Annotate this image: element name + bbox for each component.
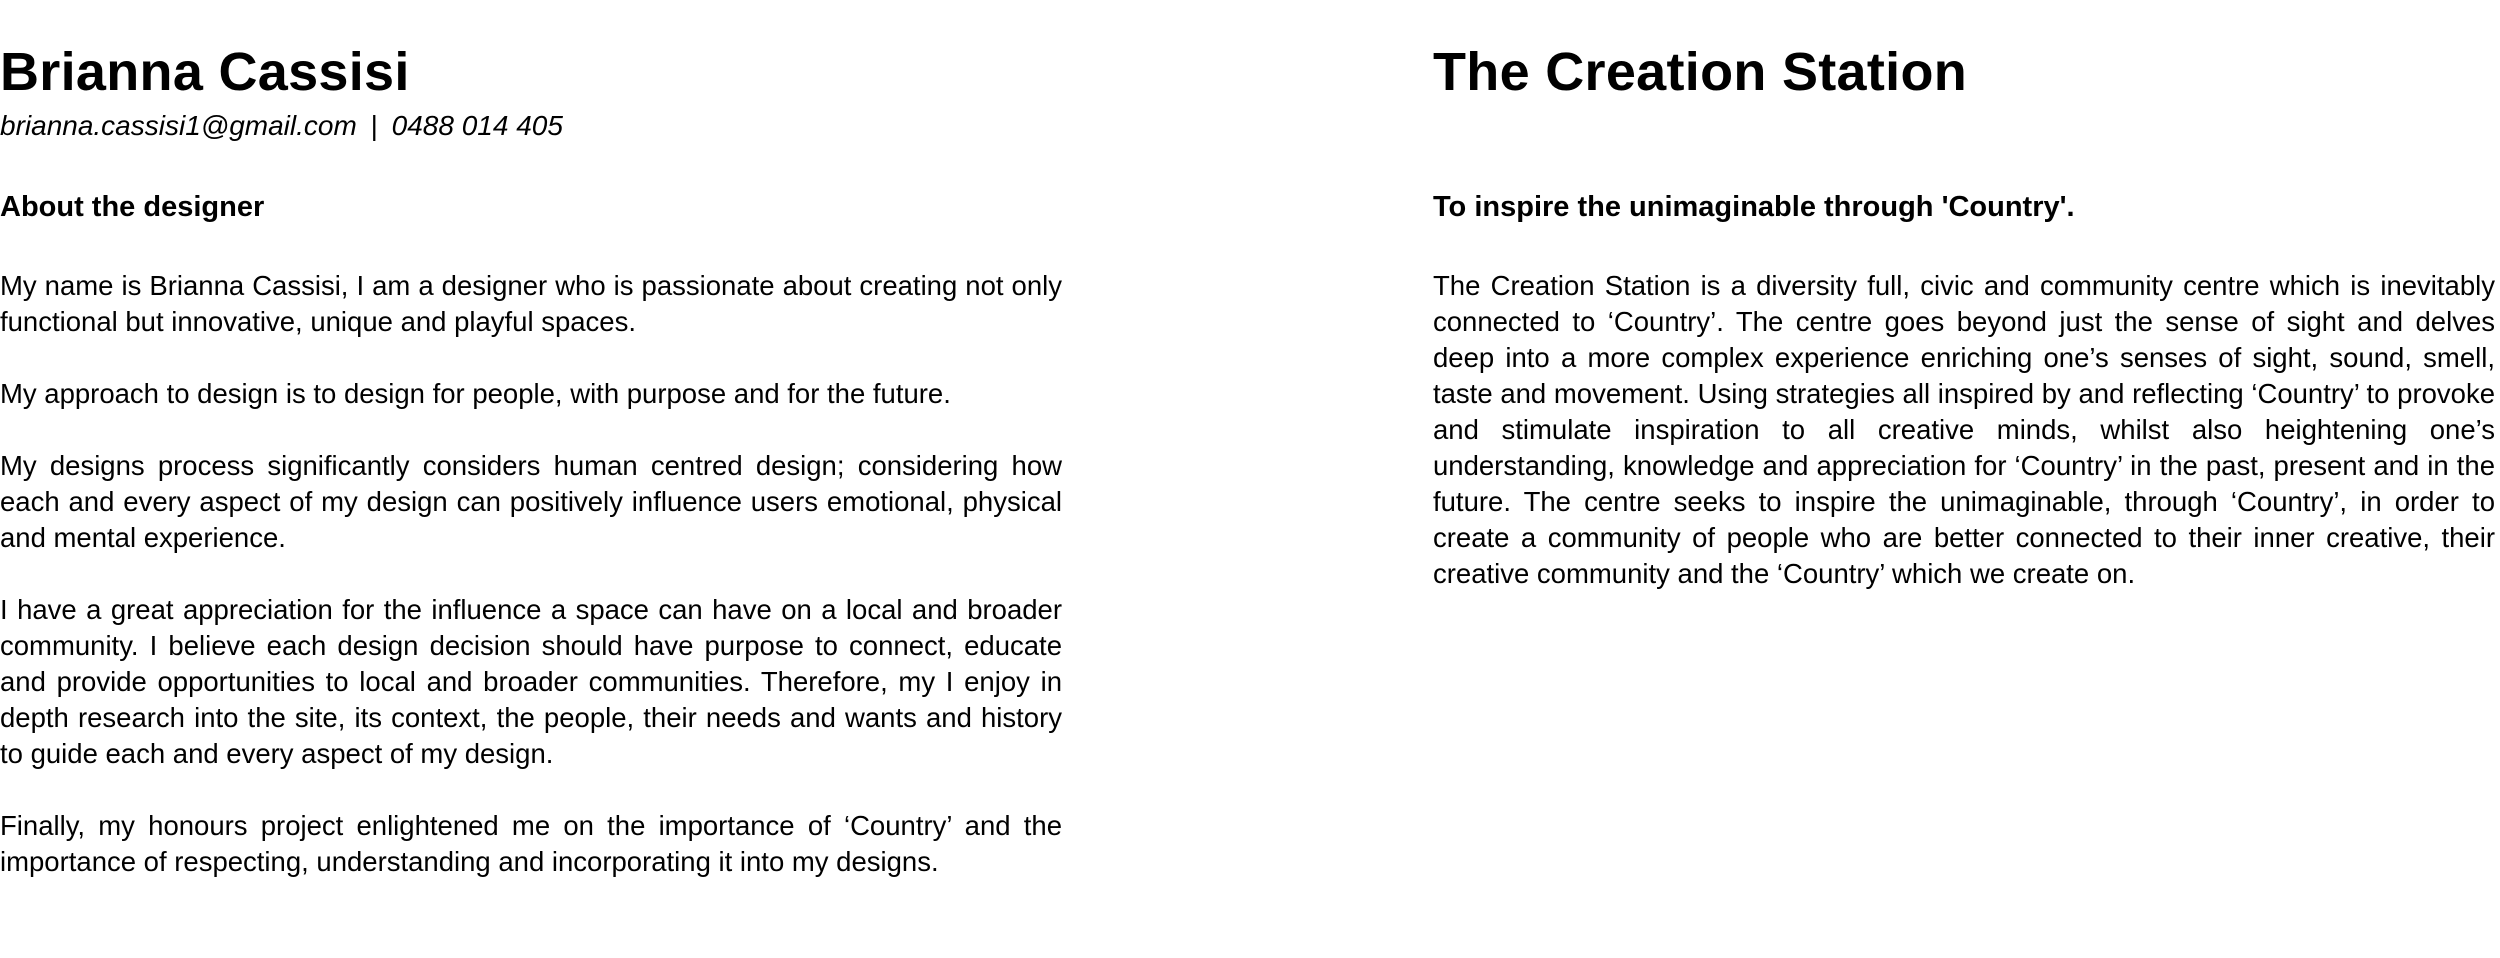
project-title: The Creation Station xyxy=(1433,42,1968,102)
about-body xyxy=(0,268,1062,880)
project-tagline: To inspire the unimaginable through 'Country'. xyxy=(1433,191,2075,223)
about-paragraph-3: My designs process significantly considers human centred design; considering how each and every aspect of my design can positively influence users emotional, physical and mental experience. xyxy=(0,450,1062,553)
email-text: brianna.cassisi1@gmail.com xyxy=(0,110,357,141)
about-paragraph-5: Finally, my honours project enlightened me on the importance of ‘Country’ and the importance of respecting, understanding and incorporating it into my designs. xyxy=(0,810,1062,877)
contact-separator: | xyxy=(370,110,378,141)
project-description: The Creation Station is a diversity full, civic and community centre which is inevitably connected to ‘Country’. The centre goes beyond just the sense of sight and delves deep into a more complex experience enriching one’s senses of sight, sound, smell, taste and movement. Using strategies all inspired by and reflecting ‘Country’ to provoke and stimulate inspiration to all creative minds, whilst also heightening one’s understanding, knowledge and appreciation for ‘Country’ in the past, present and in the future. The centre seeks to inspire the unimaginable, through ‘Country’, in order to create a community of people who are better connected to their inner creative, their creative community and the ‘Country’ which we create on. xyxy=(1433,270,2495,589)
about-paragraph-2: My approach to design is to design for people, with purpose and for the future. xyxy=(0,378,951,409)
project-body xyxy=(1433,268,2495,592)
designer-name: Brianna Cassisi xyxy=(0,42,410,102)
about-paragraph-1: My name is Brianna Cassisi, I am a designer who is passionate about creating not only functional but innovative, unique and playful spaces. xyxy=(0,270,1062,337)
phone-text: 0488 014 405 xyxy=(391,110,563,141)
about-heading: About the designer xyxy=(0,191,265,223)
contact-line xyxy=(0,108,563,144)
about-paragraph-4: I have a great appreciation for the influence a space can have on a local and broader community. I believe each design decision should have purpose to connect, educate and provide opportunities to local and broader communities. Therefore, my I enjoy in depth research into the site, its context, the people, their needs and wants and history to guide each and every aspect of my design. xyxy=(0,594,1062,769)
